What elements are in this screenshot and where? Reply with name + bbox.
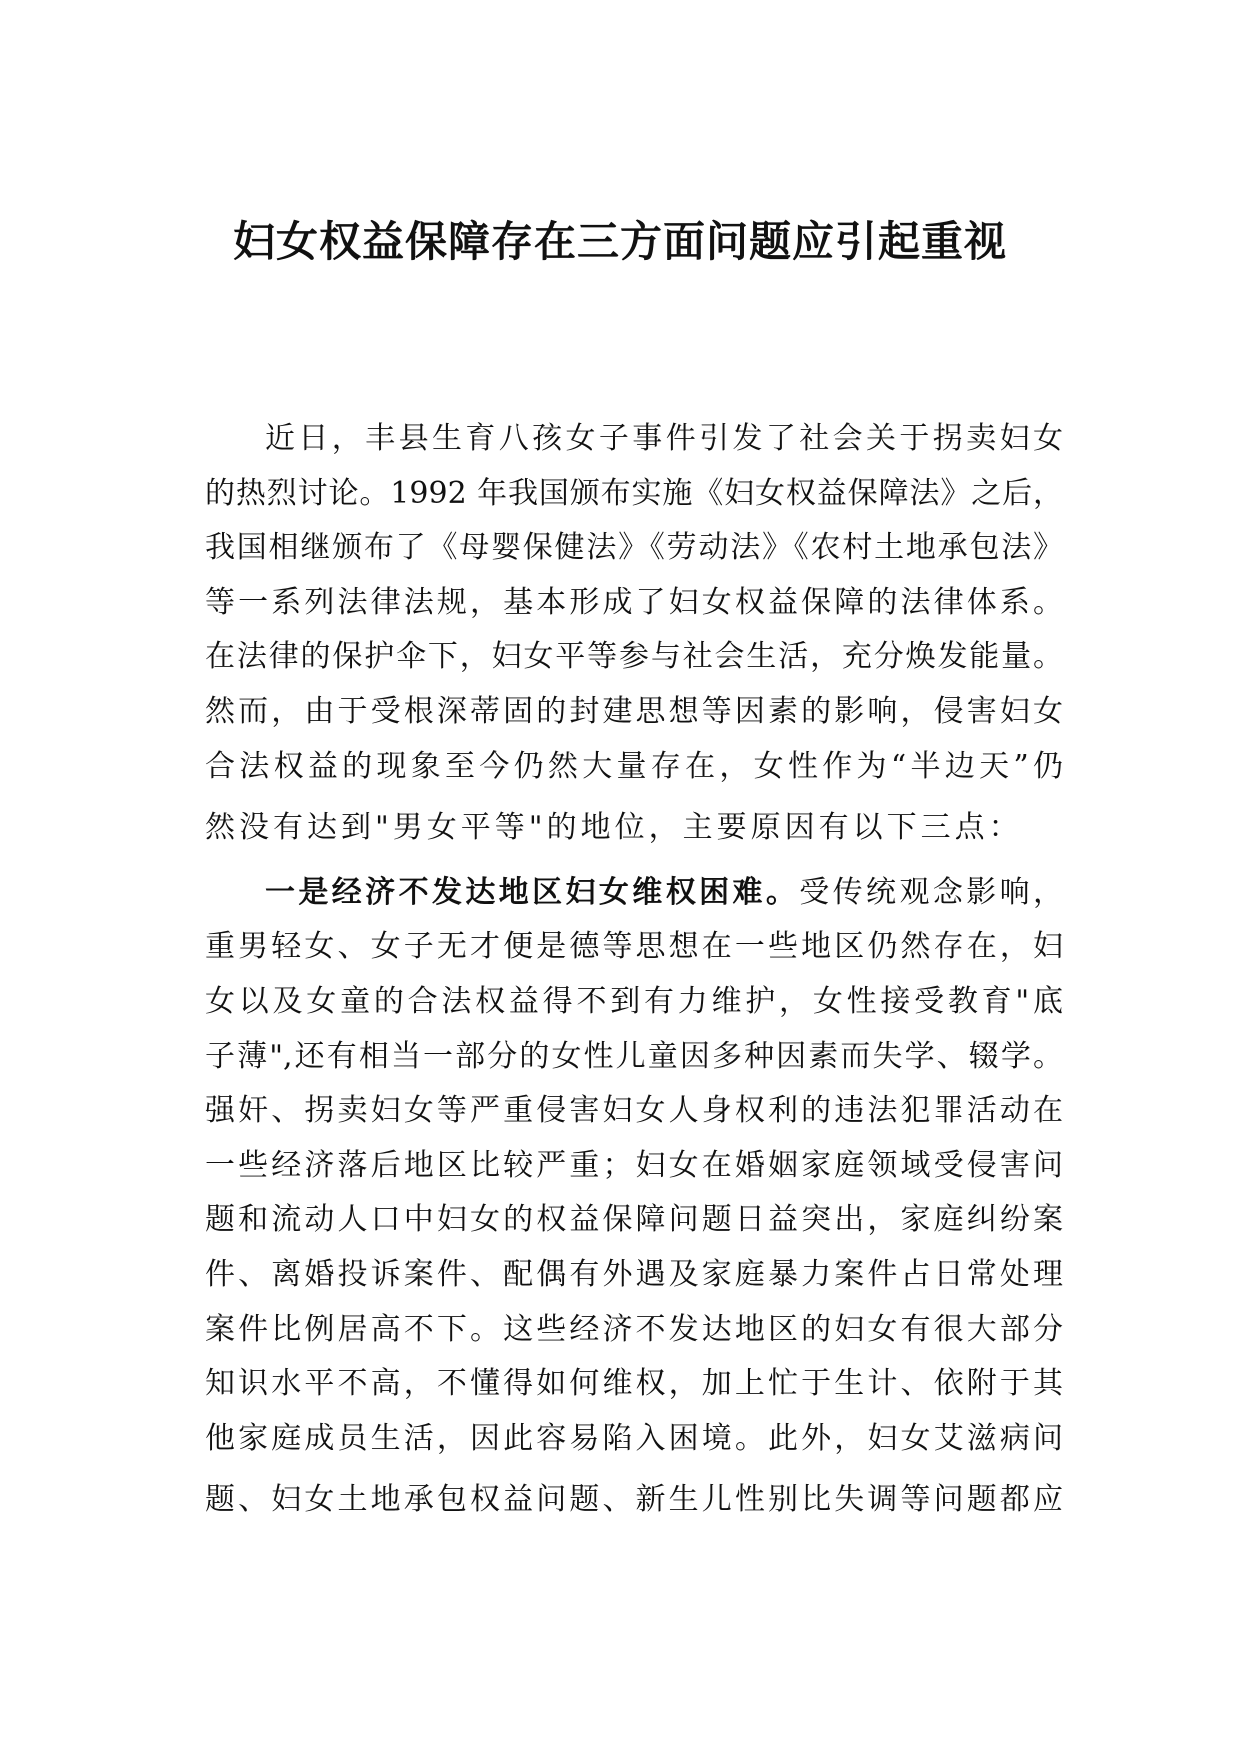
paragraph-line: 案件比例居高不下。这些经济不发达地区的妇女有很大部分: [205, 1311, 1063, 1347]
paragraph-first-line-rest: 受传统观念影响，: [799, 874, 1063, 910]
paragraph-line: 然没有达到"男女平等"的地位，主要原因有以下三点：: [205, 810, 1023, 846]
section-heading-lead: 一是经济不发达地区妇女维权困难。: [265, 874, 800, 910]
paragraph-line: 件、离婚投诉案件、配偶有外遇及家庭暴力案件占日常处理: [205, 1256, 1063, 1292]
paragraph-line: 然而，由于受根深蒂固的封建思想等因素的影响，侵害妇女: [205, 693, 1063, 729]
paragraph-line: 女以及女童的合法权益得不到有力维护，女性接受教育"底: [205, 983, 1063, 1019]
document-title: 妇女权益保障存在三方面问题应引起重视: [232, 217, 1007, 266]
paragraph-line: 强奸、拐卖妇女等严重侵害妇女人身权利的违法犯罪活动在: [205, 1093, 1063, 1129]
paragraph-line: 他家庭成员生活，因此容易陷入困境。此外，妇女艾滋病问: [205, 1420, 1063, 1456]
paragraph-line: 的热烈讨论。1992 年我国颁布实施《妇女权益保障法》之后，: [205, 475, 1063, 511]
paragraph-line: 近日，丰县生育八孩女子事件引发了社会关于拐卖妇女: [265, 421, 1063, 456]
paragraph-intro: [205, 412, 1063, 856]
paragraph-line: 合法权益的现象至今仍然大量存在，女性作为“半边天”仍: [205, 748, 1063, 784]
paragraph-line: 在法律的保护伞下，妇女平等参与社会生活，充分焕发能量。: [205, 639, 1063, 675]
paragraph-first-line: [205, 866, 1063, 921]
document-body: [205, 412, 1063, 1528]
paragraph-line: 一些经济落后地区比较严重；妇女在婚姻家庭领域受侵害问: [205, 1147, 1063, 1183]
paragraph-line: 我国相继颁布了《母婴保健法》《劳动法》《农村土地承包法》: [205, 530, 1063, 566]
paragraph-line: 子薄",还有相当一部分的女性儿童因多种因素而失学、辍学。: [205, 1038, 1063, 1074]
paragraph-line: 重男轻女、女子无才便是德等思想在一些地区仍然存在，妇: [205, 929, 1063, 965]
paragraph-line: 知识水平不高，不懂得如何维权，加上忙于生计、依附于其: [205, 1366, 1063, 1402]
paragraph-line: 等一系列法律法规，基本形成了妇女权益保障的法律体系。: [205, 584, 1063, 620]
paragraph-line: 题和流动人口中妇女的权益保障问题日益突出，家庭纠纷案: [205, 1202, 1063, 1238]
paragraph-line: 题、妇女土地承包权益问题、新生儿性别比失调等问题都应: [205, 1482, 1063, 1518]
paragraph-economic-issue: [205, 866, 1063, 1528]
